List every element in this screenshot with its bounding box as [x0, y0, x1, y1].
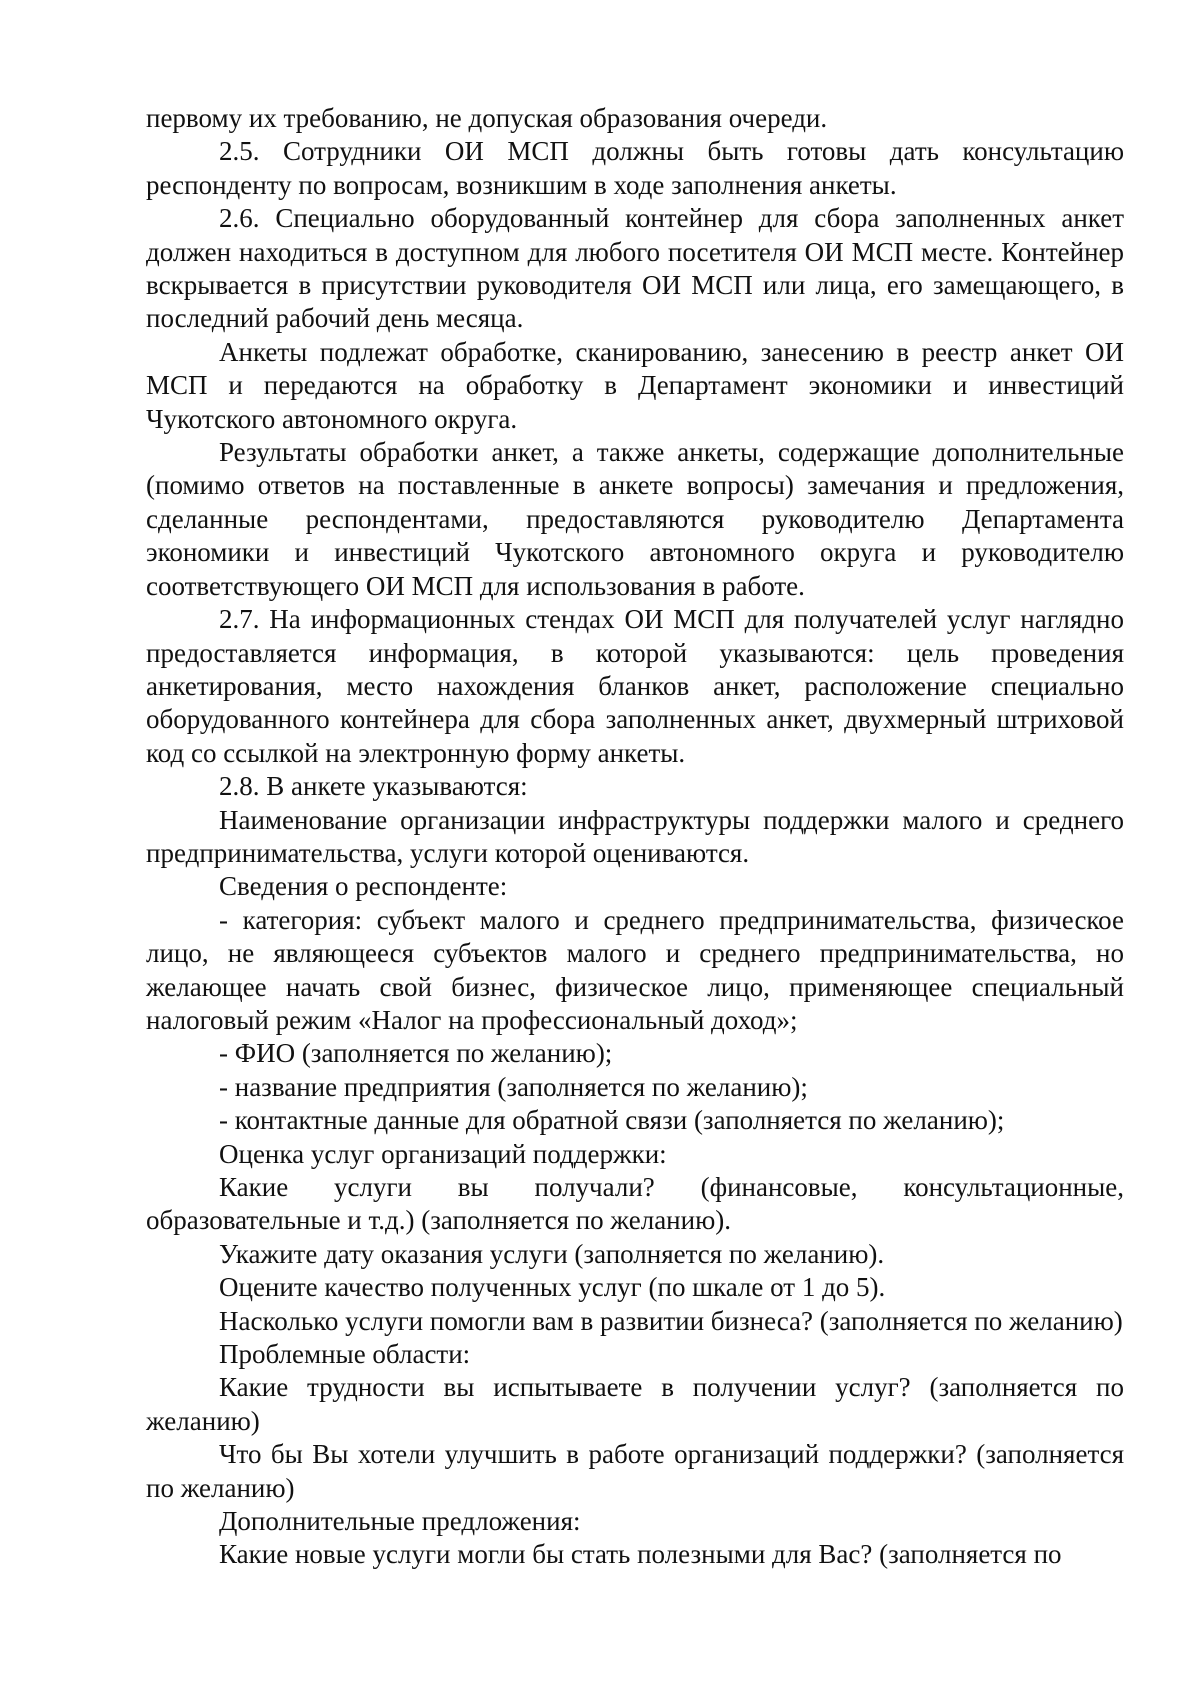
document-page [146, 102, 1124, 1572]
paragraph-continuation: первому их требованию, не допуская образования очереди. [146, 103, 828, 133]
list-item-fio: - ФИО (заполняется по желанию); [219, 1038, 613, 1069]
paragraph-organization-name: Наименование организации инфраструктуры поддержки малого и среднего предпринимательства, услуги которой оцениваются. [146, 804, 1124, 868]
question-business-help: Насколько услуги помогли вам в развитии бизнеса? (заполняется по желанию) [219, 1305, 1123, 1336]
paragraph-respondent-info: Сведения о респонденте: [219, 871, 508, 902]
paragraph-processing: Анкеты подлежат обработке, сканированию, занесению в реестр анкет ОИ МСП и передаются на обработку в Департамент экономики и инвестиций Чукотского автономного округа. [146, 336, 1124, 434]
paragraph-2-8: 2.8. В анкете указываются: [219, 771, 528, 802]
question-difficulties: Какие трудности вы испытываете в получении услуг? (заполняется по желанию) [146, 1372, 1124, 1436]
paragraph-services-evaluation: Оценка услуг организаций поддержки: [219, 1138, 667, 1169]
paragraph-results: Результаты обработки анкет, а также анкеты, содержащие дополнительные (помимо ответов на поставленные в анкете вопросы) замечания и предложения, сделанные респондентами, предоставляются руководителю Департамента экономики и инвестиций Чукотского автономного округа и руководителю соответствующего ОИ МСП для использования в работе. [146, 437, 1124, 601]
question-service-date: Укажите дату оказания услуги (заполняется по желанию). [219, 1238, 885, 1269]
paragraph-additional-proposals: Дополнительные предложения: [219, 1506, 581, 1537]
paragraph-2-6: 2.6. Специально оборудованный контейнер для сбора заполненных анкет должен находиться в доступном для любого посетителя ОИ МСП месте. Контейнер вскрывается в присутствии руководителя ОИ МСП или лица, его замещающего, в последний рабочий день месяца. [146, 203, 1124, 334]
question-services-received: Какие услуги вы получали? (финансовые, консультационные, образовательные и т.д.) (заполняется по желанию). [146, 1172, 1124, 1236]
question-improvements: Что бы Вы хотели улучшить в работе организаций поддержки? (заполняется по желанию) [146, 1439, 1124, 1503]
paragraph-problem-areas: Проблемные области: [219, 1339, 471, 1370]
list-item-category: - категория: субъект малого и среднего предпринимательства, физическое лицо, не являющееся субъектов малого и среднего предпринимательства, но желающее начать свой бизнес, физическое лицо, применяющее специальный налоговый режим «Налог на профессиональный доход»; [146, 904, 1124, 1035]
list-item-company-name: - название предприятия (заполняется по желанию); [219, 1071, 808, 1102]
list-item-contacts: - контактные данные для обратной связи (заполняется по желанию); [219, 1105, 1005, 1136]
paragraph-2-7: 2.7. На информационных стендах ОИ МСП для получателей услуг наглядно предоставляется информация, в которой указываются: цель проведения анкетирования, место нахождения бланков анкет, расположение специально оборудованного контейнера для сбора заполненных анкет, двухмерный штриховой код со ссылкой на электронную форму анкеты. [146, 604, 1124, 768]
paragraph-2-5: 2.5. Сотрудники ОИ МСП должны быть готовы дать консультацию респонденту по вопросам, возникшим в ходе заполнения анкеты. [146, 136, 1124, 200]
question-service-quality: Оцените качество полученных услуг (по шкале от 1 до 5). [219, 1272, 886, 1303]
question-new-services: Какие новые услуги могли бы стать полезными для Вас? (заполняется по [219, 1539, 1062, 1570]
